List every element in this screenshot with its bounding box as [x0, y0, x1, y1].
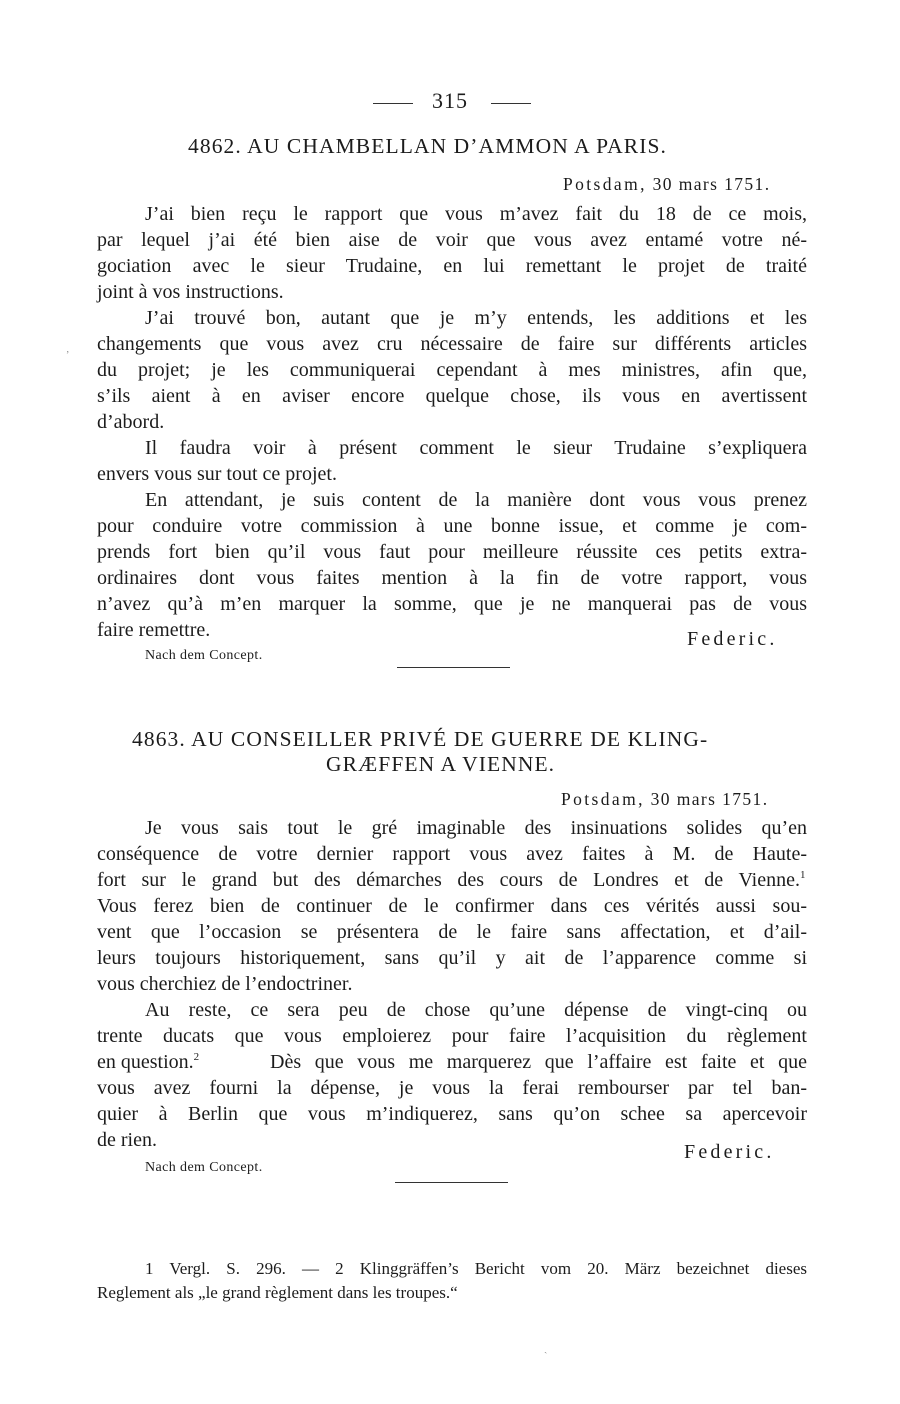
footnote-mark-2: 2 — [193, 1051, 200, 1063]
letter-4862-line-8: s’ils aient à en aviser encore quelque chose, ils vous en avertissent — [97, 385, 807, 407]
letter-4862-place: Potsdam, — [563, 174, 647, 194]
letter-4862-line-10: Il faudra voir à présent comment le sieur Trudaine s’expliquera — [145, 437, 807, 459]
margin-mark: ʼ — [66, 350, 70, 361]
letter-4863-line-9: trente ducats que vous emploierez pour faire l’acquisition du règlement — [97, 1025, 807, 1047]
letter-4863-line-5: vent que l’occasion se présentera de le faire sans affectation, et d’ail- — [97, 921, 807, 943]
letter-4862-line-5: J’ai trouvé bon, autant que je m’y entends, les additions et les — [145, 307, 807, 329]
letter-4862-line-14: prends fort bien qu’il vous faut pour meilleure réussite ces petits extra- — [97, 541, 807, 563]
page-number-rule-right — [491, 103, 531, 104]
letter-4862-line-1: J’ai bien reçu le rapport que vous m’avez fait du 18 de ce mois, — [145, 203, 807, 225]
footnote-line-1-text: 1 Vergl. S. 296. — 2 Klinggräffen’s Bericht vom 20. März bezeichnet dieses — [145, 1259, 807, 1278]
letter-4863-line-1: Je vous sais tout le gré imaginable des insinuations solides qu’en — [145, 817, 807, 839]
letter-4862-heading: 4862. AU CHAMBELLAN D’AMMON A PARIS. — [188, 134, 668, 158]
letter-4863-line-6: leurs toujours historiquement, sans qu’il y ait de l’apparence comme si — [97, 947, 807, 969]
letter-4863-signature: Federic. — [684, 1141, 775, 1163]
letter-4862-line-17: faire remettre. — [97, 619, 211, 641]
letter-4863-heading-line-1: 4863. AU CONSEILLER PRIVÉ DE GUERRE DE KLING- — [132, 727, 709, 751]
letter-4863-line-12: quier à Berlin que vous m’indiquerez, sans qu’on schee sa apercevoir — [97, 1103, 807, 1125]
bottom-speck: ˏ — [544, 1343, 548, 1354]
letter-4863-line-7: vous cherchiez de l’endoctriner. — [97, 973, 353, 995]
page-number-rule-left — [373, 103, 413, 104]
footnote-line-2: Reglement als „le grand règlement dans les troupes.“ — [97, 1283, 458, 1302]
letter-4862-line-16: n’avez qu’à m’en marquer la somme, que je ne manquerai pas de vous — [97, 593, 807, 615]
letter-4862-source: Nach dem Concept. — [145, 648, 263, 663]
letter-4863-line-4: Vous ferez bien de continuer de le confirmer dans ces vérités aussi sou- — [97, 895, 807, 917]
letter-4862-line-4: joint à vos instructions. — [97, 281, 284, 303]
letter-4863-line-3-text: fort sur le grand but des démarches des cours de Londres et de Vienne. — [97, 869, 800, 891]
letter-4862-line-2: par lequel j’ai été bien aise de voir que vous avez entamé votre né- — [97, 229, 807, 251]
letter-4863-place: Potsdam, — [561, 789, 645, 809]
letter-4863-date: 30 mars 1751. — [650, 789, 769, 809]
letter-4862-line-12: En attendant, je suis content de la manière dont vous vous prenez — [145, 489, 807, 511]
letter-4863-heading-line-2: GRÆFFEN A VIENNE. — [326, 752, 556, 776]
letter-4862-date: 30 mars 1751. — [652, 174, 771, 194]
letter-4863-line-3 — [97, 867, 807, 893]
letter-4862-line-15: ordinaires dont vous faites mention à la fin de votre rapport, vous — [97, 567, 807, 589]
letter-4863-end-rule — [395, 1182, 508, 1183]
letter-4863-line-10 — [97, 1049, 199, 1075]
letter-4863-line-2: conséquence de votre dernier rapport vous avez faites à M. de Haute- — [97, 843, 807, 865]
letter-4863-line-10-start: en question. — [97, 1051, 194, 1073]
letter-4863-source: Nach dem Concept. — [145, 1160, 263, 1175]
letter-4862-dateline — [563, 174, 770, 195]
letter-4862-line-3: gociation avec le sieur Trudaine, en lui remettant le projet de traité — [97, 255, 807, 277]
letter-4863-line-13: de rien. — [97, 1129, 157, 1151]
letter-4862-line-7: du projet; je les communiquerai cependant à mes ministres, afin que, — [97, 359, 807, 381]
page-number: 315 — [432, 88, 468, 113]
letter-4862-end-rule — [397, 667, 510, 668]
letter-4863-dateline — [561, 789, 768, 810]
letter-4862-line-13: pour conduire votre commission à une bonne issue, et comme je com- — [97, 515, 807, 537]
letter-4862-line-6: changements que vous avez cru nécessaire de faire sur différents articles — [97, 333, 807, 355]
letter-4862-line-11: envers vous sur tout ce projet. — [97, 463, 337, 485]
letter-4863-line-11: vous avez fourni la dépense, je vous la ferai rembourser par tel ban- — [97, 1077, 807, 1099]
letter-4863-line-10-rest: Dès que vous me marquerez que l’affaire est faite et que — [270, 1051, 807, 1073]
letter-4862-signature: Federic. — [687, 628, 778, 650]
letter-4863-line-8: Au reste, ce sera peu de chose qu’une dépense de vingt-cinq ou — [145, 999, 807, 1021]
footnote-mark-1: 1 — [800, 869, 806, 881]
footnote-line-1 — [145, 1257, 807, 1281]
letter-4862-line-9: d’abord. — [97, 411, 165, 433]
